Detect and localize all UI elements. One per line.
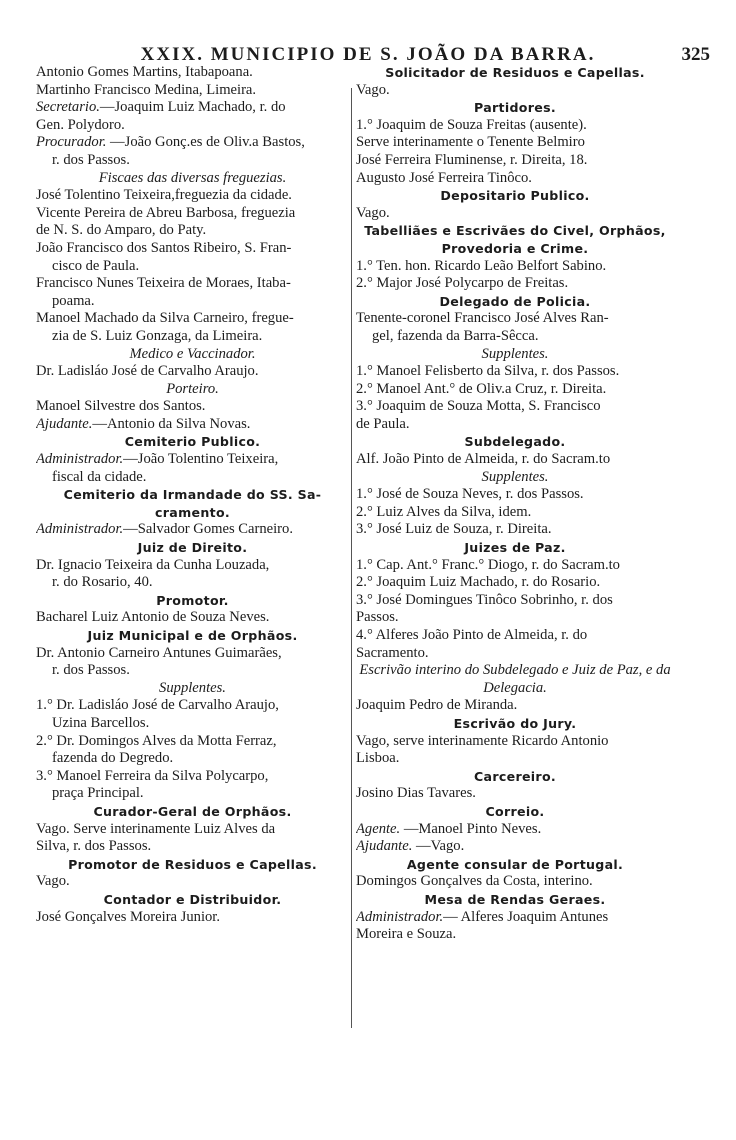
line-text: José Gonçalves Moreira Junior. [36, 908, 221, 925]
text-line [36, 715, 349, 733]
text-line [356, 381, 674, 399]
line-text: Vago. Serve interinamente Luiz Alves da [36, 820, 276, 837]
text-line [36, 662, 349, 680]
text-line [356, 451, 674, 469]
page-number: 325 [681, 44, 710, 65]
section-heading: Cemiterio Publico. [124, 434, 261, 450]
line-text: —Antonio da Silva Novas. [92, 415, 251, 432]
text-line [36, 873, 349, 891]
line-text: —João Tolentino Teixeira, [123, 451, 279, 468]
line-text: 2.° Joaquim Luiz Machado, r. do Rosario. [356, 574, 601, 591]
text-line [36, 64, 349, 82]
line-text: Manoel Machado da Silva Carneiro, fregue- [36, 310, 294, 327]
line-text: Antonio Gomes Martins, Itabapoana. [36, 64, 253, 80]
section-heading: Delegado de Policia. [439, 293, 591, 309]
role-label: Agente. [356, 820, 401, 837]
text-line [36, 838, 349, 856]
role-label: Administrador. [356, 908, 444, 925]
line-text: de N. S. do Amparo, do Paty. [36, 222, 207, 239]
line-text: Moreira e Souza. [356, 926, 457, 943]
section-heading: Contador e Distribuidor. [103, 891, 282, 907]
section-heading: Correio. [485, 803, 545, 819]
text-line [36, 205, 349, 223]
line-text: 2.° Dr. Domingos Alves da Motta Ferraz, [36, 732, 277, 749]
text-line [36, 152, 349, 170]
text-line [36, 821, 349, 839]
subheading: Medico e Vaccinador. [129, 345, 256, 362]
section-heading: Juizes de Paz. [464, 540, 566, 556]
text-line [356, 486, 674, 504]
subheading: Supplentes. [481, 468, 549, 485]
text-line [356, 82, 674, 100]
line-text: —Joaquim Luiz Machado, r. do [99, 99, 286, 116]
line-text: 3.° Joaquim de Souza Motta, S. Francisco [356, 398, 601, 415]
line-text: 1.° Dr. Ladisláo José de Carvalho Araujo, [36, 697, 279, 714]
text-line [356, 838, 674, 856]
section-heading: Promotor de Residuos e Capellas. [68, 856, 317, 872]
line-text: Francisco Nunes Teixeira de Moraes, Itaba- [36, 275, 291, 292]
column-divider [351, 88, 352, 1028]
line-text: 3.° José Domingues Tinôco Sobrinho, r. dos [356, 591, 613, 608]
text-line [36, 451, 349, 469]
section-heading: Partidores. [474, 100, 556, 116]
line-text: 2.° Manoel Ant.° de Oliv.a Cruz, r. Direita. [356, 380, 607, 397]
section-heading: Tabelliães e Escrivães do Civel, Orphãos, Provedoria e Crime. [364, 223, 666, 256]
line-text: José Tolentino Teixeira,freguezia da cidade. [36, 187, 292, 204]
line-text: zia de S. Luiz Gonzaga, da Limeira. [52, 327, 263, 344]
text-line [36, 416, 349, 434]
text-line [36, 785, 349, 803]
section-heading: Escrivão do Jury. [453, 715, 577, 731]
text-line [36, 909, 349, 927]
line-text: 3.° José Luiz de Souza, r. Direita. [356, 521, 552, 538]
line-text: Serve interinamente o Tenente Belmiro [356, 134, 585, 151]
text-line [356, 609, 674, 627]
line-text: Vicente Pereira de Abreu Barbosa, freguezia [36, 204, 296, 221]
text-line [356, 170, 674, 188]
line-text: r. dos Passos. [52, 662, 130, 679]
text-line [356, 134, 674, 152]
section-heading: Depositario Publico. [440, 188, 590, 204]
text-line [356, 592, 674, 610]
subheading: Fiscaes das diversas freguezias. [98, 169, 287, 186]
text-line [356, 363, 674, 381]
text-line [356, 504, 674, 522]
text-line [356, 733, 674, 751]
section-heading: Curador-Geral de Orphãos. [93, 803, 292, 819]
text-line [36, 363, 349, 381]
text-line [356, 205, 674, 223]
text-line [36, 293, 349, 311]
role-label: Administrador. [36, 451, 124, 468]
line-text: 2.° Major José Polycarpo de Freitas. [356, 275, 569, 292]
line-text: Uzina Barcellos. [52, 714, 150, 731]
section-heading: Mesa de Rendas Geraes. [424, 891, 606, 907]
text-line [356, 750, 674, 768]
text-line [36, 398, 349, 416]
right-column [356, 64, 674, 944]
text-line [356, 416, 674, 434]
text-line [356, 926, 674, 944]
line-text: r. dos Passos. [52, 151, 130, 168]
text-line [356, 398, 674, 416]
text-line [356, 310, 674, 328]
line-text: —João Gonç.es de Oliv.a Bastos, [106, 134, 305, 151]
line-text: Vago, serve interinamente Ricardo Antonio [356, 732, 609, 749]
line-text: Vago. [356, 81, 390, 98]
line-text: 2.° Luiz Alves da Silva, idem. [356, 503, 532, 520]
running-title: XXIX. MUNICIPIO DE S. JOÃO DA BARRA. [140, 44, 596, 65]
role-label: Secretario. [36, 99, 100, 116]
line-text: Alf. João Pinto de Almeida, r. do Sacram.to [356, 451, 611, 468]
text-line [36, 117, 349, 135]
section-heading: Juiz Municipal e de Orphãos. [87, 628, 298, 643]
line-text: Tenente-coronel Francisco José Alves Ran- [356, 310, 609, 327]
line-text: Vago. [36, 873, 70, 890]
role-label: Ajudante. [356, 838, 413, 855]
section-heading: Agente consular de Portugal. [406, 856, 624, 872]
line-text: Josino Dias Tavares. [356, 785, 476, 802]
text-line [356, 117, 674, 135]
text-line [36, 609, 349, 627]
line-text: r. do Rosario, 40. [52, 574, 153, 591]
line-text: 4.° Alferes João Pinto de Almeida, r. do [356, 627, 588, 643]
role-label: Administrador. [36, 521, 124, 538]
text-line [36, 275, 349, 293]
text-line [356, 909, 674, 927]
subheading: Porteiro. [166, 380, 219, 397]
line-text: praça Principal. [52, 785, 144, 802]
line-text: Manoel Silvestre dos Santos. [36, 398, 206, 415]
text-line [36, 134, 349, 152]
line-text: fazenda do Degredo. [52, 750, 174, 767]
left-column [36, 64, 349, 926]
role-label: Procurador. [36, 134, 107, 151]
line-text: Passos. [356, 609, 399, 626]
text-line [36, 99, 349, 117]
text-line [36, 258, 349, 276]
text-line [36, 645, 349, 663]
line-text: 3.° Manoel Ferreira da Silva Polycarpo, [36, 767, 269, 784]
subheading: Supplentes. [159, 679, 226, 696]
line-text: 1.° Joaquim de Souza Freitas (ausente). [356, 116, 587, 133]
text-line [356, 785, 674, 803]
line-text: gel, fazenda da Barra-Sêcca. [372, 327, 539, 344]
line-text: João Francisco dos Santos Ribeiro, S. Fran- [36, 239, 292, 256]
text-line [36, 240, 349, 258]
subheading: Supplentes. [481, 345, 549, 362]
line-text: Vago. [356, 204, 390, 221]
line-text: Augusto José Ferreira Tinôco. [356, 169, 532, 186]
section-heading: Solicitador de Residuos e Capellas. [385, 65, 645, 80]
text-line [36, 82, 349, 100]
line-text: —Salvador Gomes Carneiro. [123, 521, 293, 538]
text-line [356, 275, 674, 293]
section-heading: Cemiterio da Irmandade do SS. Sa-cramento. [63, 487, 322, 520]
line-text: cisco de Paula. [52, 257, 140, 274]
text-line [36, 310, 349, 328]
text-line [356, 697, 674, 715]
text-line [356, 873, 674, 891]
section-heading: Promotor. [156, 592, 229, 608]
section-heading: Carcereiro. [474, 768, 556, 784]
line-text: José Ferreira Fluminense, r. Direita, 18. [356, 151, 588, 168]
text-line [356, 521, 674, 539]
line-text: 1.° Cap. Ant.° Franc.° Diogo, r. do Sacram.to [356, 556, 620, 573]
section-heading: Juiz de Direito. [137, 540, 248, 556]
line-text: 1.° Manoel Felisberto da Silva, r. dos Passos. [356, 363, 620, 380]
text-line [356, 557, 674, 575]
line-text: Lisboa. [356, 750, 400, 767]
line-text: —Vago. [412, 838, 465, 855]
line-text: Dr. Ignacio Teixeira da Cunha Louzada, [36, 556, 270, 573]
role-label: Ajudante. [36, 415, 93, 432]
text-line [36, 187, 349, 205]
text-line [36, 521, 349, 539]
line-text: poama. [52, 292, 95, 309]
line-text: 1.° Ten. hon. Ricardo Leão Belfort Sabino. [356, 257, 607, 274]
text-line [356, 258, 674, 276]
line-text: Domingos Gonçalves da Costa, interino. [356, 873, 593, 890]
line-text: 1.° José de Souza Neves, r. dos Passos. [356, 486, 584, 503]
line-text: — Alferes Joaquim Antunes [443, 908, 609, 925]
text-line [356, 627, 674, 645]
section-heading: Subdelegado. [464, 434, 566, 450]
line-text: Silva, r. dos Passos. [36, 838, 152, 855]
text-line [36, 574, 349, 592]
subheading: Escrivão interino do Subdelegado e Juiz de Paz, e da Delegacia. [359, 662, 671, 696]
line-text: Gen. Polydoro. [36, 116, 125, 133]
line-text: Dr. Antonio Carneiro Antunes Guimarães, [36, 644, 282, 661]
text-line [356, 645, 674, 663]
text-line [36, 750, 349, 768]
text-line [36, 469, 349, 487]
text-line [356, 328, 674, 346]
line-text: Joaquim Pedro de Miranda. [356, 697, 518, 714]
text-line [36, 733, 349, 751]
text-line [36, 328, 349, 346]
line-text: —Manoel Pinto Neves. [400, 820, 542, 837]
text-line [356, 152, 674, 170]
line-text: fiscal da cidade. [52, 468, 147, 485]
line-text: Dr. Ladisláo José de Carvalho Araujo. [36, 363, 259, 380]
line-text: Martinho Francisco Medina, Limeira. [36, 81, 257, 98]
line-text: Bacharel Luiz Antonio de Souza Neves. [36, 609, 270, 626]
text-line [356, 574, 674, 592]
line-text: Sacramento. [356, 644, 429, 661]
text-line [356, 821, 674, 839]
text-line [36, 557, 349, 575]
text-line [36, 222, 349, 240]
text-line [36, 768, 349, 786]
text-line [36, 697, 349, 715]
line-text: de Paula. [356, 415, 410, 432]
